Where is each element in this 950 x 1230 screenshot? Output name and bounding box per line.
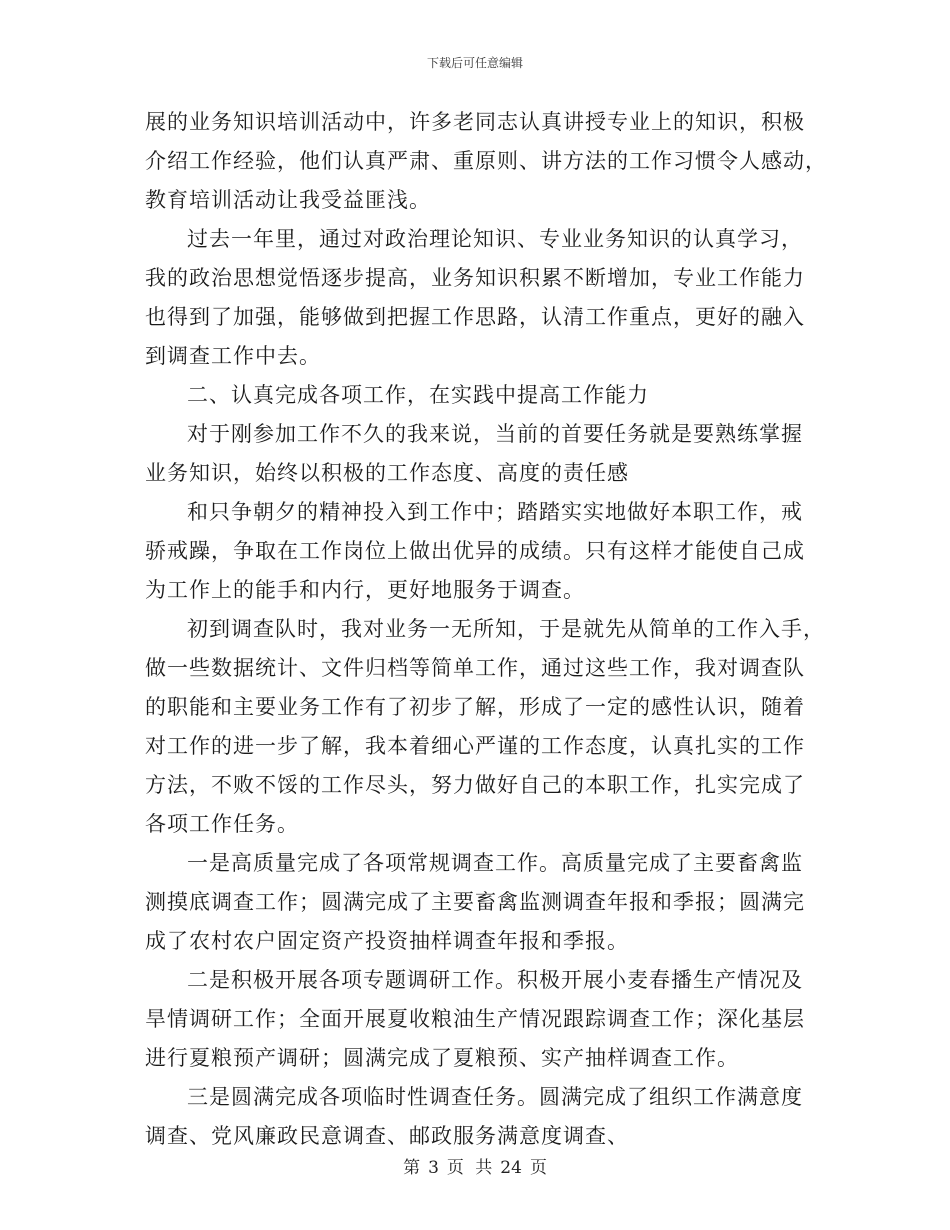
text-line: 展的业务知识培训活动中，许多老同志认真讲授专业上的知识，积极 [145,110,805,134]
text-line: 三是圆满完成各项临时性调查任务。圆满完成了组织工作满意度 [187,1085,803,1109]
text-line: 教育培训活动让我受益匪浅。 [145,188,431,212]
text-line: 做一些数据统计、文件归档等简单工作，通过这些工作，我对调查队 [145,656,805,680]
text-line: 一是高质量完成了各项常规调查工作。高质量完成了主要畜禽监 [187,851,803,875]
text-line: 和只争朝夕的精神投入到工作中；踏踏实实地做好本职工作，戒 [187,500,803,524]
text-line: 对工作的进一步了解，我本着细心严谨的工作态度，认真扎实的工作 [145,734,805,758]
footer-prefix: 第 [403,1158,421,1178]
text-line: 介绍工作经验，他们认真严肃、重原则、讲方法的工作习惯令人感动， [145,149,827,173]
text-line: 初到调查队时，我对业务一无所知，于是就先从简单的工作入手， [187,617,825,641]
text-line: 二是积极开展各项专题调研工作。积极开展小麦春播生产情况及 [187,968,803,992]
text-line: 测摸底调查工作；圆满完成了主要畜禽监测调查年报和季报；圆满完 [145,890,805,914]
footer-suffix: 页 [529,1158,547,1178]
text-line: 成了农村农户固定资产投资抽样调查年报和季报。 [145,929,629,953]
text-line: 业务知识，始终以积极的工作态度、高度的责任感 [145,461,629,485]
footer-middle: 页 共 [446,1158,493,1178]
text-line: 旱情调研工作；全面开展夏收粮油生产情况跟踪调查工作；深化基层 [145,1007,805,1031]
total-pages: 24 [500,1158,522,1178]
text-line: 进行夏粮预产调研；圆满完成了夏粮预、实产抽样调查工作。 [145,1046,739,1070]
text-line: 对于刚参加工作不久的我来说，当前的首要任务就是要熟练掌握 [187,422,803,446]
text-line: 方法，不败不馁的工作尽头，努力做好自己的本职工作，扎实完成了 [145,773,805,797]
text-line: 骄戒躁，争取在工作岗位上做出优异的成绩。只有这样才能使自己成 [145,539,805,563]
text-line: 我的政治思想觉悟逐步提高，业务知识积累不断增加，专业工作能力 [145,266,805,290]
document-body [145,103,827,1156]
text-line: 也得到了加强，能够做到把握工作思路，认清工作重点，更好的融入 [145,305,805,329]
page-footer [0,1153,950,1178]
page-number: 3 [428,1158,439,1178]
page-header-note: 下载后可任意编辑 [426,56,523,70]
section-heading: 二、认真完成各项工作，在实践中提高工作能力 [187,383,649,407]
text-line: 的职能和主要业务工作有了初步了解，形成了一定的感性认识，随着 [145,695,805,719]
text-line: 到调查工作中去。 [145,344,321,368]
text-line: 调查、党风廉政民意调查、邮政服务满意度调查、 [145,1124,629,1148]
text-line: 各项工作任务。 [145,812,299,836]
text-line: 过去一年里，通过对政治理论知识、专业业务知识的认真学习， [187,227,803,251]
text-line: 为工作上的能手和内行，更好地服务于调查。 [145,578,585,602]
